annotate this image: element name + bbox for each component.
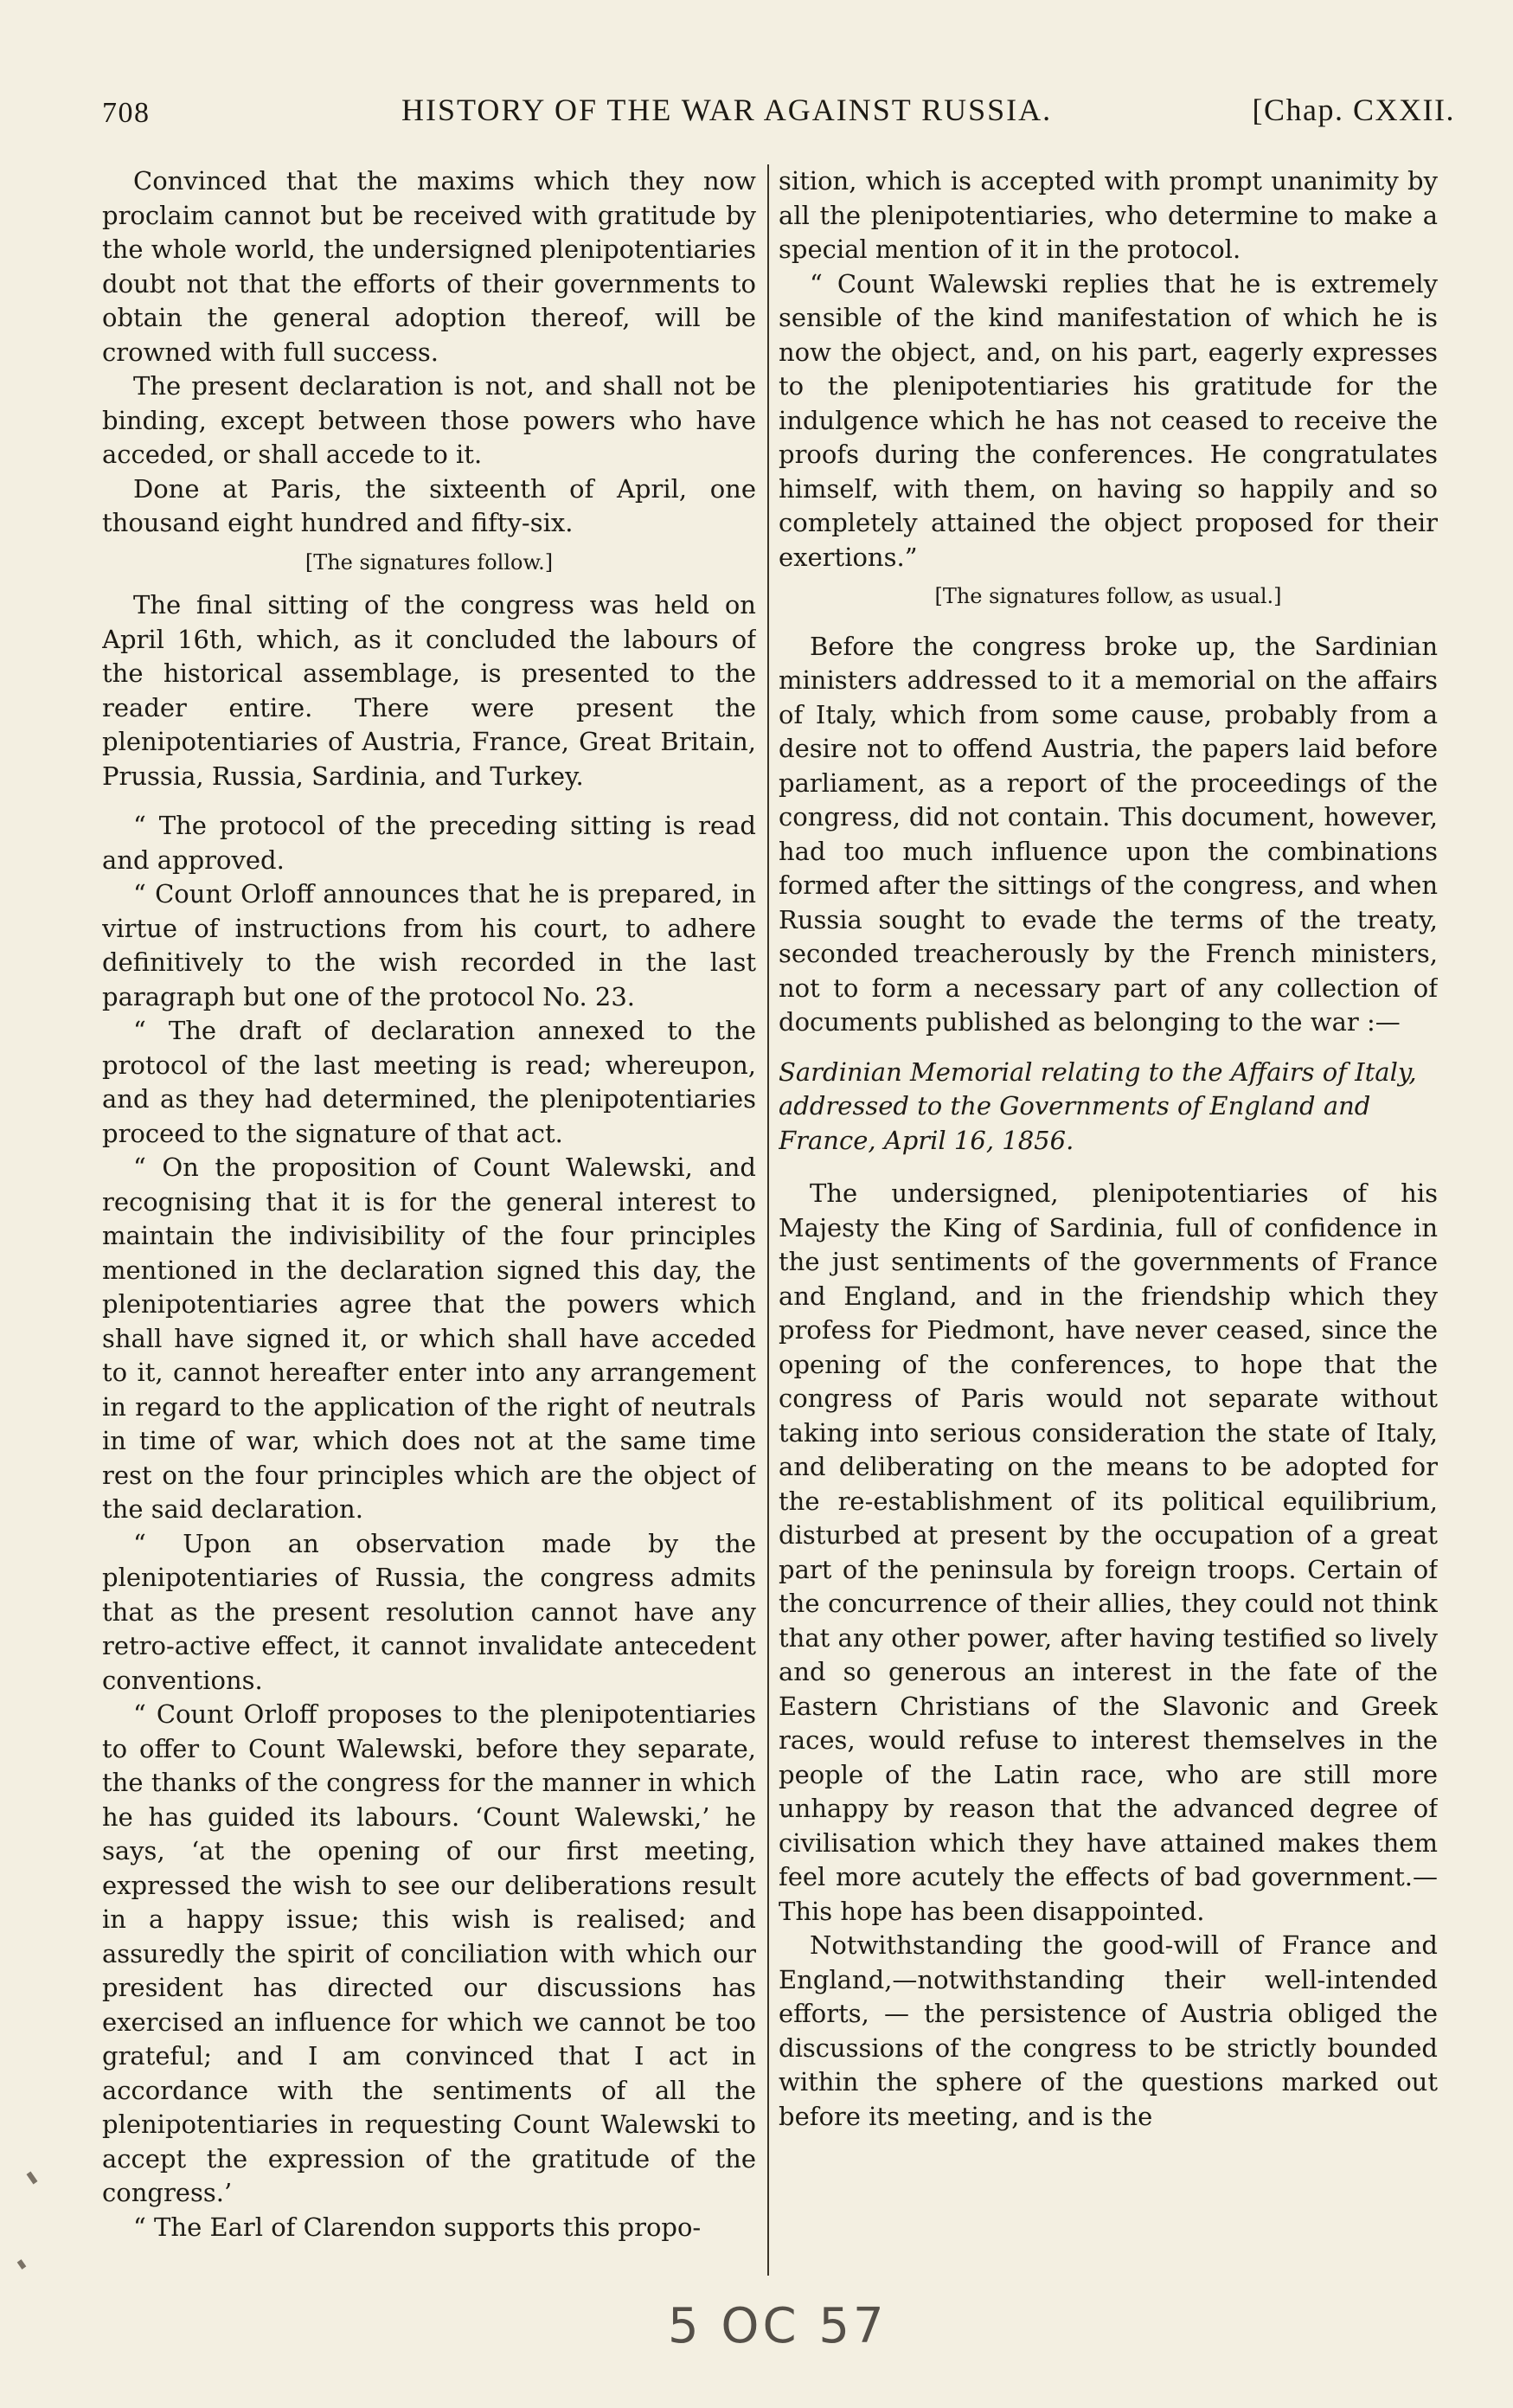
protocol-paragraph: “ On the proposition of Count Walewski, and recognising that it is for the general interest to maintain the indivisibility of the four principles mentioned in the declaration signed this day, the plenipotentiaries agree that the powers which shall have signed it, or which shall have acceded to it, cannot hereafter enter into any arrangement in regard to the application of the right of neutrals in time of war, which does not at the same time rest on the four principles which are the object of the said declaration. xyxy=(102,1153,756,1524)
left-column xyxy=(102,164,756,2276)
running-title: HISTORY OF THE WAR AGAINST RUSSIA. xyxy=(401,93,1053,127)
chapter-label: [Chap. CXXII. xyxy=(1252,93,1455,127)
paragraph: sition, which is accepted with prompt unanimity by all the plenipotentiaries, who determine to make a special mention of it in the protocol. xyxy=(779,166,1438,264)
paragraph: Done at Paris, the sixteenth of April, one thousand eight hundred and fifty-six. xyxy=(102,473,756,537)
paragraph: The final sitting of the congress was held on April 16th, which, as it concluded the labours of the historical assemblage, is presented to the reader entire. There were present the plenipotentiaries of Austria, France, Great Britain, Prussia, Russia, Sardinia, and Turkey. xyxy=(102,590,756,791)
protocol-paragraph: “ Count Orloff announces that he is prepared, in virtue of instructions from his court, to adhere definitively to the wish recorded in the last paragraph but one of the protocol No. 23. xyxy=(102,879,756,1011)
paragraph: The undersigned, plenipotentiaries of his Majesty the King of Sardinia, full of confidence in the just sentiments of the governments of France and England, and in the friendship which they profess for Piedmont, have never ceased, since the opening of the conferences, to hope that the congress of Paris would not separate without taking into serious consideration the state of Italy, and deliberating on the means to be adopted for the re-establishment of its political equilibrium, disturbed at present by the occupation of a great part of the peninsula by foreign troops. Certain of the concurrence of their allies, they could not think that any other power, after having testified so lively and so generous an interest in the fate of the Eastern Christians of the Slavonic and Greek races, would refuse to interest themselves in the people of the Latin race, who are still more unhappy by reason that the advanced degree of civilisation which they have attained makes them feel more acutely the effects of bad government.—This hope has been disappointed. xyxy=(779,1178,1438,1926)
paragraph: Before the congress broke up, the Sardinian ministers addressed to it a memorial on the affairs of Italy, which from some cause, probably from a desire not to offend Austria, the papers laid before parliament, as a report of the proceedings of the congress, did not contain. This document, however, had too much influence upon the combinations formed after the sittings of the congress, and when Russia sought to evade the terms of the treaty, seconded treacherously by the French ministers, not to form a necessary part of any collection of documents published as belonging to the war :— xyxy=(779,631,1438,1037)
paper-speck xyxy=(27,2172,38,2185)
signatures-note: [The signatures follow, as usual.] xyxy=(934,584,1282,608)
page-number: 708 xyxy=(102,97,151,129)
memorial-title: Sardinian Memorial relating to the Affairs of Italy, addressed to the Governments of England and France, April 16, 1856. xyxy=(779,1056,1417,1155)
signatures-note: [The signatures follow.] xyxy=(305,549,554,575)
paragraph: Notwithstanding the good-will of France and England,—notwithstanding their well-intended efforts, — the persistence of Austria obliged the discussions of the congress to be strictly bounded within the sphere of the questions marked out before its meeting, and is the xyxy=(779,1930,1438,2131)
paragraph: The present declaration is not, and shall not be binding, except between those powers who have acceded, or shall accede to it. xyxy=(102,371,756,469)
protocol-paragraph: “ Count Walewski replies that he is extremely sensible of the kind manifestation of which he is now the object, and, on his part, eagerly expresses to the plenipotentiaries his gratitude for the indulgence which he has not ceased to receive the proofs during the conferences. He congratulates himself, with them, on having so happily and so completely attained the object proposed for their exertions.” xyxy=(779,268,1438,572)
paragraph: Convinced that the maxims which they now proclaim cannot but be received with gratitude by the whole world, the undersigned plenipotentiaries doubt not that the efforts of their governments to obtain the general adoption thereof, will be crowned with full success. xyxy=(102,166,756,367)
protocol-paragraph: “ Upon an observation made by the plenipotentiaries of Russia, the congress admits that as the present resolution cannot have any retro-active effect, it cannot invalidate antecedent conventions. xyxy=(102,1528,756,1695)
protocol-paragraph: “ The draft of declaration annexed to the protocol of the last meeting is read; whereupon, and as they had determined, the plenipotentiaries proceed to the signature of that act. xyxy=(102,1016,756,1148)
right-column xyxy=(779,164,1438,2276)
protocol-paragraph: “ The Earl of Clarendon supports this propo- xyxy=(133,2212,702,2242)
column-divider xyxy=(767,164,769,2276)
paper-speck xyxy=(17,2259,27,2270)
signature-mark: 5 OC 57 xyxy=(668,2298,888,2354)
protocol-paragraph: “ The protocol of the preceding sitting is read and approved. xyxy=(102,811,756,875)
running-header xyxy=(97,87,1455,138)
protocol-paragraph: “ Count Orloff proposes to the plenipotentiaries to offer to Count Walewski, before they separate, the thanks of the congress for the manner in which he has guided its labours. ‘Count Walewski,’ he says, ‘at the opening of our first meeting, expressed the wish to see our deliberations result in a happy issue; this wish is realised; and assuredly the spirit of conciliation with which our president has directed our discussions has exercised an influence for which we cannot be too grateful; and I am convinced that I act in accordance with the sentiments of all the plenipotentiaries in requesting Count Walewski to accept the expression of the gratitude of the congress.’ xyxy=(102,1699,756,2207)
